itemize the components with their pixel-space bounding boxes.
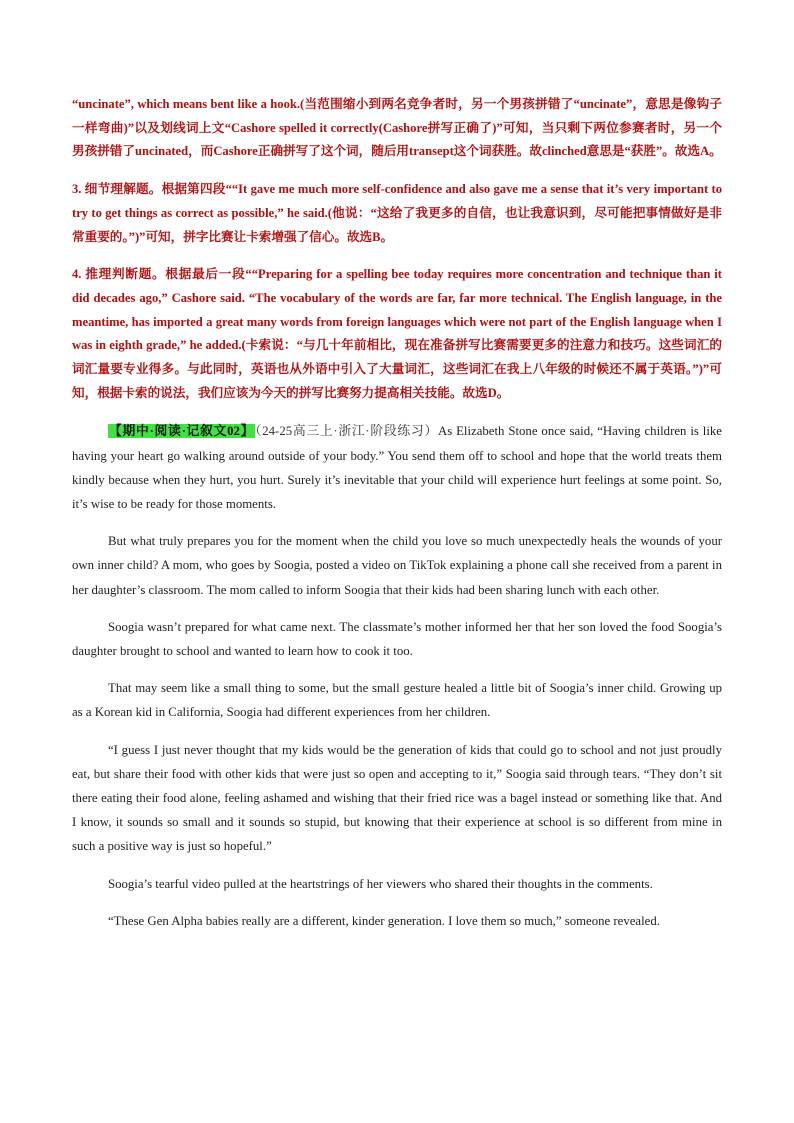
passage-paragraph-3: Soogia wasn’t prepared for what came next. The classmate’s mother informed her that her son loved the food Soogia’s daughter brought to school and wanted to learn how to cook it too.: [72, 619, 722, 659]
answer-explanation-3: 3. 细节理解题。根据第四段““It gave me much more self-confidence and also gave me a sense that it’s very important to try to get things as correct as possible,” he said.(他说：“这给了我更多的自信，也让我意识到，尽可能把事情做好是非常重要的。”)”可知，拼字比赛让卡索增强了信心。故选B。: [72, 182, 722, 244]
answer-explanation-2-continued: “uncinate”, which means bent like a hook.(当范围缩小到两名竞争者时，另一个男孩拼错了“uncinate”，意思是像钩子一样弯曲)”以及划线词上文“Cashore spelled it correctly(Cashore拼写正确了)”可知，当只剩下两位参赛者时，另一个男孩拼错了uncinated，而Cashore正确拼写了这个词，随后用transept这个词获胜。故clinched意思是“获胜”。故选A。: [72, 97, 722, 159]
answer-explanation-4: 4. 推理判断题。根据最后一段““Preparing for a spelling bee today requires more concentration and technique than it did decades ago,” Cashore said. “The vocabulary of the words are far, far more technical. The English language, in the meantime, has imported a great many words from foreign languages which were not part of the English language when I was in eighth grade,” he added.(卡索说：“与几十年前相比，现在准备拼写比赛需要更多的注意力和技巧。这些词汇的词汇量要专业得多。与此同时，英语也从外语中引入了大量词汇，这些词汇在我上八年级的时候还不属于英语。”)”可知，根据卡索的说法，我们应该为今天的拼写比赛努力提高相关技能。故选D。: [72, 267, 722, 400]
passage-paragraph-1: [72, 419, 722, 516]
passage-paragraph-6: Soogia’s tearful video pulled at the heartstrings of her viewers who shared their thoughts in the comments.: [108, 876, 653, 891]
document-page: [72, 93, 722, 933]
passage-paragraph-7: “These Gen Alpha babies really are a different, kinder generation. I love them so much,” someone revealed.: [108, 913, 660, 928]
passage-paragraph-4: That may seem like a small thing to some, but the small gesture healed a little bit of Soogia’s inner child. Growing up as a Korean kid in California, Soogia had different experiences from her children.: [72, 681, 722, 720]
passage-paragraph-5: “I guess I just never thought that my kids would be the generation of kids that could go to school and not just proudly eat, but share their food with other kids that were just so open and accepting to it,” Soogia said through tears. “They don’t sit there eating their food alone, feeling ashamed and wishing that their fried rice was a bagel instead or something like that. And I know, it sounds so small and it sounds so stupid, but knowing that their experience at school is so different from mine in such a positive way is just so hopeful.”: [72, 742, 722, 854]
section-tag: 【期中·阅读·记叙文02】: [109, 424, 255, 439]
passage-paragraph-2: But what truly prepares you for the moment when the child you love so much unexpectedly heals the wounds of your own inner child? A mom, who goes by Soogia, posted a video on TikTok explaining a phone call she received from a parent in her daughter’s classroom. The mom called to inform Soogia that their kids had been sharing lunch with each other.: [72, 534, 722, 597]
paragraph-text: As Elizabeth Stone once said, “Having children is like having your heart go walking around outside of your body.” You send them off to school and hope that the world treats them kindly because when they hurt, you hurt. Surely it’s inevitable that your child will experience hurt feelings at some point. So, it’s wise to be ready for those moments.: [72, 424, 722, 512]
source-note: （24-25高三上·浙江·阶段练习）: [255, 424, 438, 439]
